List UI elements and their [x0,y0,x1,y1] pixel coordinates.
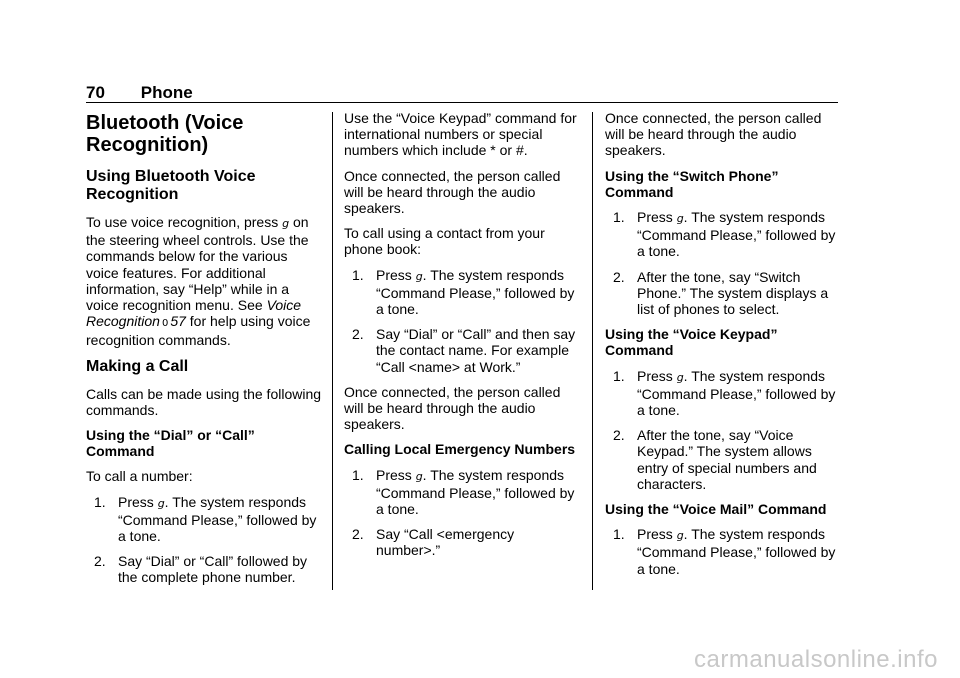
step-number: 1. [352,266,364,283]
phone-icon: g [415,269,423,283]
press-text: Press [637,367,673,384]
voice-keypad-paragraph: Use the “Voice Keypad” command for international numbers or special numbers which include * or #. [344,110,577,159]
list-item [86,553,324,585]
list-item [605,269,843,318]
step-number: 1. [613,209,625,226]
voice-keypad-heading: Using the “Voice Keypad” Command [605,326,778,359]
calls-paragraph: Calls can be made using the following commands. [86,385,322,418]
column-1 [86,110,324,595]
step-text: . The system responds “Command Please,” followed by a tone. [376,466,575,518]
step-number: 2. [352,526,364,543]
page-ref-icon: 0 [161,318,169,330]
voice-recognition-link[interactable]: Voice Recognition [86,297,302,330]
list-item [605,526,843,577]
step-text: Say “Dial” or “Call” and then say the contact name. For example “Call <name> at Work.” [376,326,576,375]
step-text: After the tone, say “Switch Phone.” The system displays a list of phones to select. [637,268,829,318]
list-item [344,467,582,518]
step-number: 2. [613,268,625,285]
emergency-heading: Calling Local Emergency Numbers [344,441,576,458]
keypad-steps [605,368,843,492]
making-call-heading: Making a Call [86,357,189,375]
list-item [605,368,843,419]
step-text: After the tone, say “Voice Keypad.” The system allows entry of special numbers and characters. [637,427,817,492]
step-text: Say “Call <emergency number>.” [376,526,515,559]
list-item [86,494,324,545]
phone-icon: g [676,529,684,543]
list-item [605,209,843,260]
press-text: Press [637,526,673,543]
emergency-steps [344,467,582,559]
step-number: 1. [352,466,364,483]
step-text: Say “Dial” or “Call” followed by the complete phone number. [118,553,308,586]
step-number: 1. [94,493,106,510]
phone-icon: g [157,496,165,510]
step-number: 2. [352,326,364,343]
dial-steps [86,494,324,586]
step-text: . The system responds “Command Please,” followed by a tone. [118,493,317,545]
step-text: . The system responds “Command Please,” followed by a tone. [376,266,575,318]
intro-paragraph [86,214,324,349]
step-number: 1. [613,526,625,543]
column-3 [605,110,843,586]
phone-icon: g [415,469,423,483]
intro-text-a: To use voice recognition, press [86,214,279,230]
page-header [86,83,193,103]
phone-icon: g [676,370,684,384]
intro-text-b: on the steering wheel controls. Use the commands below for the various voice features. For additional information, say “Help” while in a voice recognition menu. See [86,214,309,314]
watermark: carmanualsonline.info [694,646,938,673]
press-text: Press [376,466,412,483]
step-number: 2. [94,553,106,570]
intro-text-c: for help using voice recognition commands. [86,313,311,349]
mail-steps [605,526,843,577]
list-item [344,267,582,318]
step-text: . The system responds “Command Please,” followed by a tone. [637,209,836,260]
press-text: Press [376,266,412,283]
contact-steps [344,267,582,375]
switch-phone-heading: Using the “Switch Phone” Command [605,167,779,200]
list-item [344,526,582,558]
step-number: 2. [613,427,625,444]
column-2 [344,110,582,568]
column-divider-1 [332,112,333,590]
page-title: Bluetooth (Voice Recognition) [86,112,244,156]
dial-command-heading: Using the “Dial” or “Call” Command [86,427,255,460]
contact-paragraph: To call using a contact from your phone book: [344,225,545,258]
press-text: Press [118,493,154,510]
connected-paragraph-3: Once connected, the person called will be heard through the audio speakers. [605,110,822,159]
connected-paragraph: Once connected, the person called will be heard through the audio speakers. [344,167,561,217]
page-ref-number[interactable]: 57 [170,313,186,330]
step-number: 1. [613,367,625,384]
step-text: . The system responds “Command Please,” followed by a tone. [637,367,836,419]
header-rule [86,102,838,103]
connected-paragraph-2: Once connected, the person called will be heard through the audio speakers. [344,383,561,433]
to-call-text: To call a number: [86,468,193,485]
phone-icon: g [282,217,290,230]
press-text: Press [637,209,673,226]
phone-icon: g [676,212,684,226]
voice-mail-heading: Using the “Voice Mail” Command [605,501,827,518]
list-item [605,427,843,492]
step-text: . The system responds “Command Please,” followed by a tone. [637,526,836,577]
page-number: 70 [86,83,105,102]
column-divider-2 [592,112,593,590]
list-item [344,326,582,375]
switch-steps [605,209,843,317]
section-title: Phone [140,83,193,102]
subtitle: Using Bluetooth Voice Recognition [86,168,256,203]
